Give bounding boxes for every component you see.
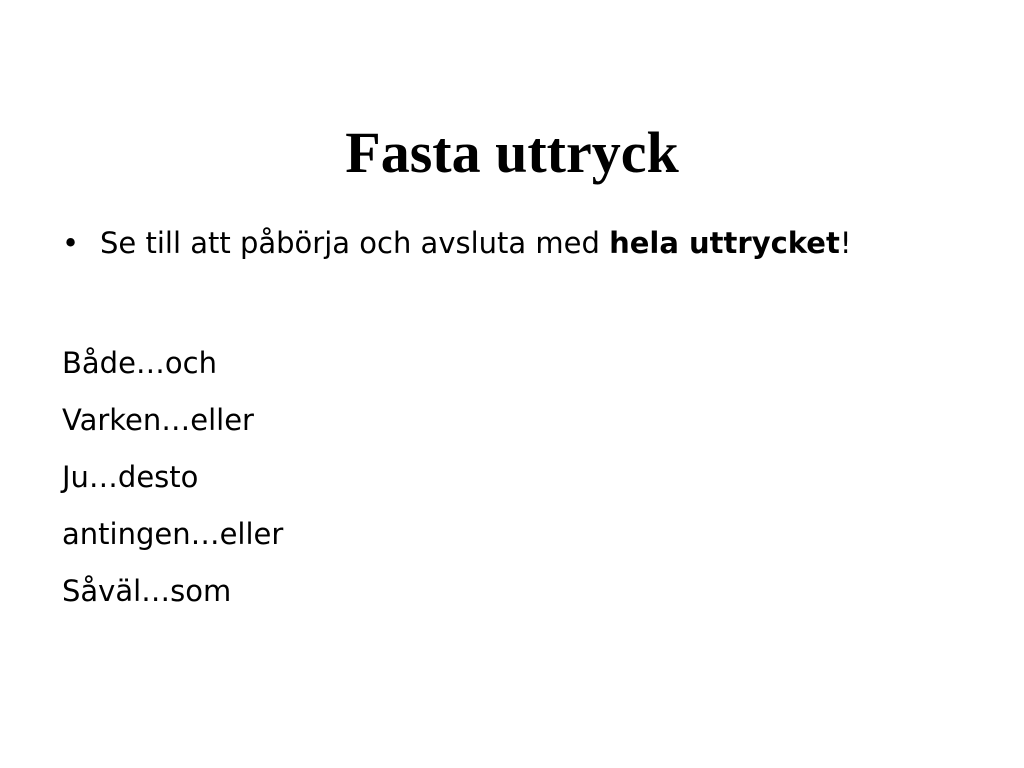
expression-line: Ju…desto	[62, 460, 199, 494]
bullet-text-start: Se till att påbörja och avsluta med	[100, 226, 610, 260]
bullet-text-bold: hela uttrycket	[609, 226, 840, 260]
expression-line: Varken…eller	[62, 403, 254, 437]
bullet-text	[100, 221, 851, 265]
bullet-text-end: !	[839, 226, 852, 260]
expression-line: Såväl…som	[62, 574, 232, 608]
slide-body	[62, 221, 982, 620]
expression-line: antingen…eller	[62, 517, 284, 551]
spacer	[62, 265, 982, 335]
slide-title: Fasta uttryck	[345, 120, 679, 185]
expression-line: Både…och	[62, 346, 217, 380]
bullet-dot-icon: •	[62, 226, 80, 260]
bullet-item	[62, 221, 982, 265]
